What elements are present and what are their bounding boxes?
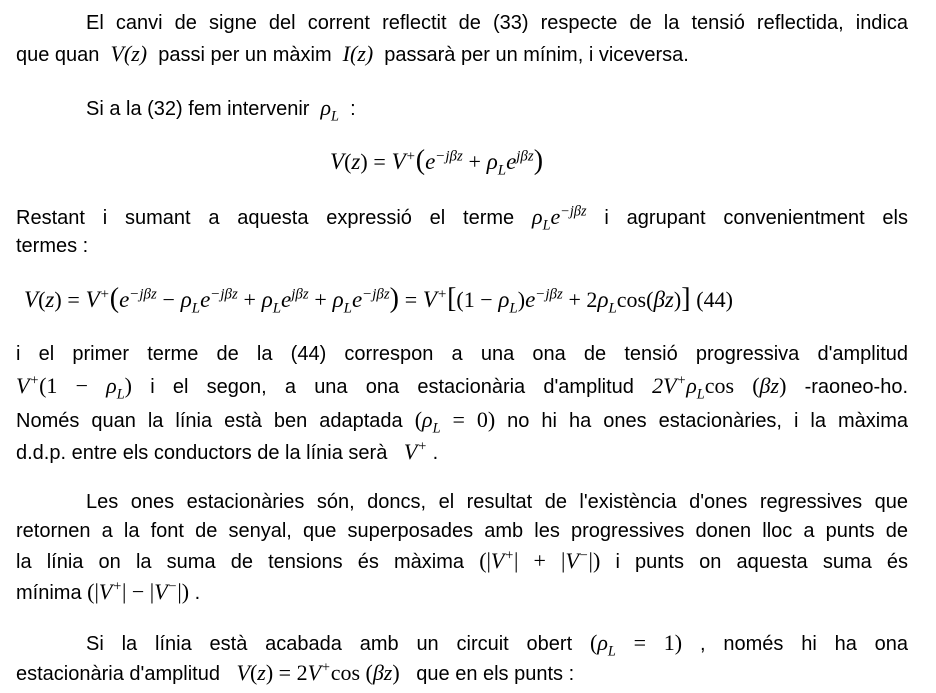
math-term: $\rho_Le^{-j\beta z}$ (532, 203, 587, 234)
text: que en els punts : (416, 663, 575, 685)
text: i el primer terme de la (44) correspon a una ona de tensió progressiva d'amplitud (16, 343, 908, 365)
text: . (194, 582, 201, 604)
paragraph-6-line-2 (16, 659, 908, 688)
text: passi per un màxim (158, 44, 332, 66)
text: Les ones estacionàries són, doncs, el resultat de l'existència d'ones regressives que (86, 491, 908, 513)
math-sum-max: (|V+| + |V−|) (479, 547, 601, 573)
paragraph-6-line-1 (16, 629, 908, 658)
text: Si la línia està acabada amb un circuit obert (86, 633, 573, 655)
text: retornen a la font de senyal, que superposades amb les progressives donen lloc a punts de (16, 520, 908, 542)
text: termes : (16, 235, 89, 257)
math-open-circuit: V(z) = 2V+cos (βz) (225, 659, 400, 685)
paragraph-3-line-2 (16, 232, 908, 260)
paragraph-1-line-1 (16, 9, 908, 37)
paragraph-1-line-2 (16, 40, 908, 69)
math-rho-zero: $(\rho_L = 0)$ (414, 407, 496, 437)
paragraph-4-line-4 (16, 438, 908, 467)
text: que quan (16, 44, 100, 66)
paragraph-4-line-1 (16, 340, 908, 368)
text: -raoneo-ho. (804, 376, 909, 398)
math-current: I(z) (337, 41, 379, 66)
paragraph-3-line-1 (16, 203, 908, 232)
paragraph-4-line-3 (16, 406, 908, 435)
text: i agrupant convenientment els (604, 207, 908, 229)
text: passarà per un mínim, i viceversa. (384, 44, 689, 66)
math-amplitude-stationary: $2V^+\rho_L\cos$ (βz) (652, 372, 787, 403)
text: : (350, 98, 356, 120)
text: i el segon, a una ona estacionària d'amplitud (150, 376, 634, 398)
paragraph-4-line-2 (16, 372, 908, 401)
text: no hi ha ones estacionàries, i la màxima (507, 410, 909, 432)
paragraph-5-line-3 (16, 547, 908, 576)
text: , només hi ha ona (699, 633, 909, 655)
text: d.d.p. entre els conductors de la línia serà (16, 442, 388, 464)
paragraph-2-line-1 (16, 94, 908, 123)
text: mínima (16, 582, 82, 604)
math-v-plus: V+ (392, 438, 427, 464)
text: estacionària d'amplitud (16, 663, 220, 685)
text: . (432, 442, 439, 464)
equation-2: $V(z) = V^+(e^{-j\beta z} - \rho_Le^{-j\beta z} + \rho_Le^{j\beta z} + \rho_Le^{-j\beta z}) = V^+[(1 - \rho_L)e^{-j\beta z} + 2\rho_L\cos(\beta z)]$ (44) (24, 283, 733, 317)
math-voltage: V(z) (104, 41, 153, 66)
math-sum-min: (|V+| − |V−|) (87, 578, 190, 604)
paragraph-5-line-2 (16, 517, 908, 545)
equation-number: (44) (696, 287, 733, 312)
text: El canvi de signe del corrent reflectit de (33) respecte de la tensió reflectida, indica (86, 12, 908, 34)
math-amplitude-progressive: $V^+(1 - \rho_L)$ (16, 372, 132, 403)
paragraph-5-line-4 (16, 578, 908, 607)
text: la línia on la suma de tensions és màxima (16, 551, 465, 573)
paragraph-5-line-1 (16, 488, 908, 516)
text: Restant i sumant a aquesta expressió el terme (16, 207, 515, 229)
text: Si a la (32) fem intervenir (86, 98, 310, 120)
text: Només quan la línia està ben adaptada (16, 410, 403, 432)
text: i punts on aquesta suma és (615, 551, 908, 573)
math-rho-l: $\rho_L$ (314, 95, 339, 125)
equation-1: $V(z) = V^+(e^{-j\beta z} + \rho_Le^{j\beta z})$ (330, 145, 544, 179)
math-rho-one: $(\rho_L = 1)$ (589, 630, 683, 660)
